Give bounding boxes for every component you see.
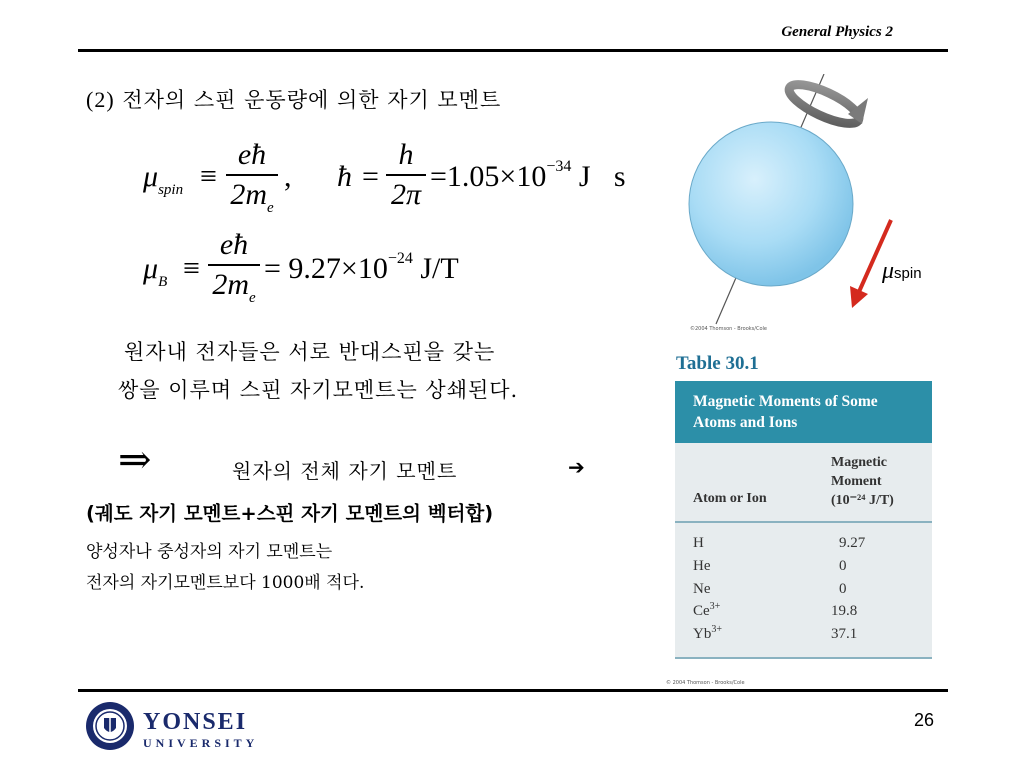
body-line-2: 쌍을 이루며 스핀 자기모멘트는 상쇄된다. xyxy=(118,378,519,402)
hbar-fraction: h 2π xyxy=(386,138,426,212)
comma: , xyxy=(284,160,292,193)
yonsei-seal-icon xyxy=(84,700,136,752)
total-moment-text: 원자의 전체 자기 모멘트 xyxy=(232,459,458,483)
col-header-ion: Atom or Ion xyxy=(693,491,767,506)
university-wordmark: YONSEI UNIVERSITY xyxy=(143,709,259,750)
bohr-fraction: eħ $2m_e$ xyxy=(208,228,260,302)
table-bottom-divider xyxy=(675,657,932,659)
table-caption: Magnetic Moments of Some Atoms and Ions xyxy=(693,393,878,431)
page-number: 26 xyxy=(914,710,935,730)
col-header-moment: Magnetic Moment (10⁻²⁴ J/T) xyxy=(831,455,894,508)
mu-spin-label: μspin xyxy=(882,258,922,284)
title-number: (2) xyxy=(86,87,115,112)
table-caption-bar xyxy=(675,381,932,443)
slide-title xyxy=(86,84,501,114)
title-text: 전자의 스핀 운동량에 의한 자기 모멘트 xyxy=(122,88,502,112)
electron-sphere-illustration xyxy=(676,74,946,332)
bottom-rule xyxy=(78,689,948,692)
table-header-divider xyxy=(675,521,932,523)
top-rule xyxy=(78,49,948,52)
mu-b-symbol: $\mu_B$ xyxy=(143,252,168,290)
body-line-1: 원자내 전자들은 서로 반대스핀을 갖는 xyxy=(124,340,496,364)
spin-figure xyxy=(676,74,946,332)
table-copyright: © 2004 Thomson - Brooks/Cole xyxy=(666,680,745,686)
equals-sign: = xyxy=(362,160,379,193)
hbar-symbol: ħ xyxy=(337,160,352,193)
magnetic-moment-table: Magnetic Moments of Some Atoms and Ions Atom or Ion Magnetic Moment (10⁻²⁴ J/T) H 9.27 He 0 Ne 0 $Ce^{3+}$ 19.8 $Yb^{3+}$ 37.1 xyxy=(675,381,932,659)
figure-copyright: ©2004 Thomson - Brooks/Cole xyxy=(690,326,767,332)
table-title: Table 30.1 xyxy=(676,353,759,374)
implies-arrow: ⇒ xyxy=(118,437,153,483)
mu-spin-symbol: $\mu_{spin}$ xyxy=(143,160,184,198)
vector-sum-text: (궤도 자기 모멘트+스핀 자기 모멘트의 벡터합) xyxy=(86,502,494,525)
equiv-sign-1: ≡ xyxy=(200,160,217,193)
hbar-value: $=1.05\times 10^{-34}$ J⃞s xyxy=(430,158,626,193)
spin-fraction: eħ $2m_e$ xyxy=(226,138,278,212)
note-line-2: 전자의 자기모멘트보다 1000배 적다. xyxy=(86,573,365,593)
course-title: General Physics 2 xyxy=(781,24,893,40)
note-line-1: 양성자나 중성자의 자기 모멘트는 xyxy=(86,542,333,562)
equiv-sign-2: ≡ xyxy=(183,252,200,285)
right-arrow: ➔ xyxy=(568,455,586,479)
bohr-value: = $9.27\times 10^{-24}$ J/T xyxy=(264,250,459,285)
